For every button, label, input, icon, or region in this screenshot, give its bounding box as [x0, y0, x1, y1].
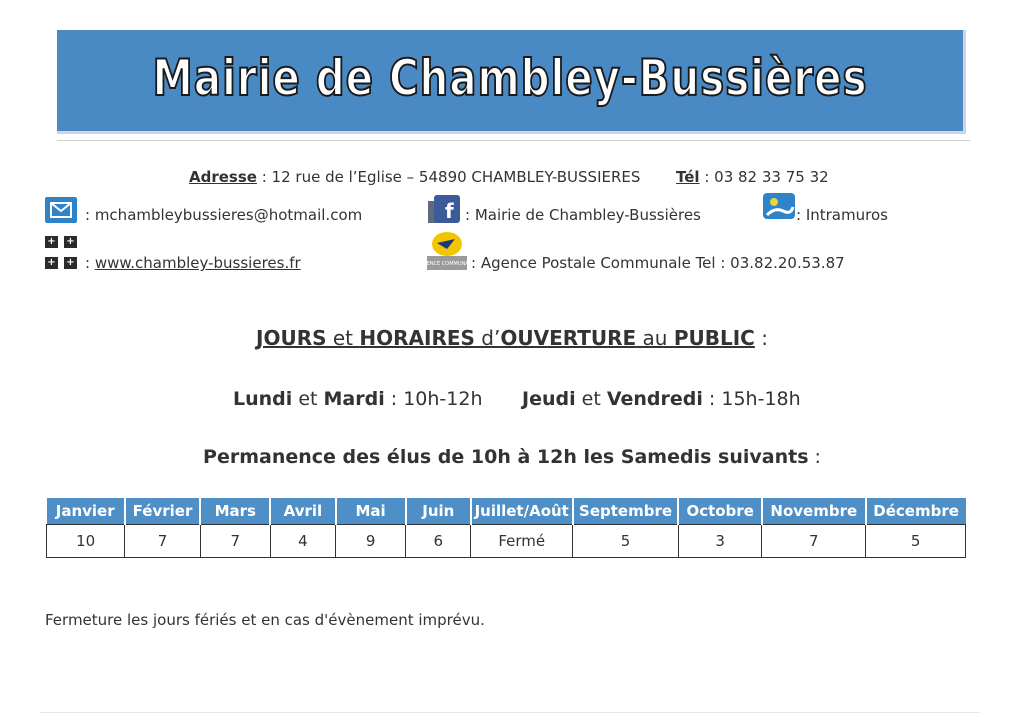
- heading-word-public: PUBLIC: [673, 326, 755, 350]
- tel-value: : 03 82 33 75 32: [699, 168, 829, 186]
- day-lundi: Lundi: [233, 388, 293, 410]
- bottom-divider: [40, 712, 980, 713]
- heading-word-jours: JOURS: [256, 326, 327, 350]
- day-vendredi: Vendredi: [606, 388, 703, 410]
- email-text[interactable]: : mchambleybussieres@hotmail.com: [85, 206, 363, 224]
- table-row: [47, 525, 966, 558]
- month-header: Septembre: [573, 498, 679, 525]
- intramuros-text[interactable]: : Intramuros: [796, 206, 888, 224]
- hours-afternoon: : 15h-18h: [702, 388, 801, 410]
- heading-word-et: et: [326, 326, 360, 350]
- address-value: : 12 rue de l’Eglise – 54890 CHAMBLEY-BUSSIERES: [256, 168, 641, 186]
- schedule-mon-tue: [233, 387, 483, 411]
- phone-line: [676, 167, 829, 187]
- website-icon: + + + +: [45, 236, 79, 270]
- month-header: Novembre: [762, 498, 866, 525]
- website-prefix: :: [85, 254, 95, 272]
- saturday-cell: 7: [125, 525, 200, 558]
- month-header: Juillet/Août: [471, 498, 573, 525]
- heading-word-ouverture: OUVERTURE: [500, 326, 637, 350]
- tel-label: Tél: [676, 168, 700, 186]
- header-banner: [57, 30, 966, 134]
- month-header: Octobre: [678, 498, 761, 525]
- website-link[interactable]: www.chambley-bussieres.fr: [94, 254, 301, 272]
- month-header: Mai: [336, 498, 406, 525]
- schedule-thu-fri: [522, 387, 801, 411]
- heading-colon: :: [754, 326, 768, 350]
- saturday-cell: 9: [336, 525, 406, 558]
- saturday-cell: 7: [762, 525, 866, 558]
- permanence-heading: [0, 445, 1024, 469]
- permanence-text: Permanence des élus de 10h à 12h les Samedis suivants: [203, 446, 809, 468]
- month-header: Juin: [406, 498, 471, 525]
- page-title: Mairie de Chambley-Bussières: [152, 49, 868, 107]
- facebook-icon: [428, 195, 460, 225]
- month-header: Avril: [270, 498, 335, 525]
- saturday-cell: 10: [47, 525, 125, 558]
- saturday-cell: 5: [573, 525, 679, 558]
- saturday-cell: 7: [200, 525, 270, 558]
- month-header: Mars: [200, 498, 270, 525]
- facebook-text[interactable]: : Mairie de Chambley-Bussières: [465, 206, 701, 224]
- table-header-row: [47, 498, 966, 525]
- closure-note: Fermeture les jours fériés et en cas d'évènement imprévu.: [45, 611, 485, 629]
- opening-hours-heading: [0, 325, 1024, 351]
- day-mardi: Mardi: [323, 388, 385, 410]
- saturday-cell: 5: [866, 525, 966, 558]
- permanence-colon: :: [808, 446, 821, 468]
- banner-divider: [57, 140, 970, 141]
- intramuros-icon: [763, 193, 795, 223]
- hours-morning: : 10h-12h: [384, 388, 483, 410]
- saturday-cell: 4: [270, 525, 335, 558]
- month-header: Février: [125, 498, 200, 525]
- month-header: Janvier: [47, 498, 125, 525]
- la-poste-icon: [419, 228, 475, 272]
- heading-word-d: d’: [474, 326, 501, 350]
- svg-text:f: f: [445, 199, 454, 223]
- schedule-and-1: et: [292, 388, 324, 410]
- saturday-cell: Fermé: [471, 525, 573, 558]
- address-line: [189, 167, 640, 187]
- saturdays-table: [46, 498, 966, 558]
- address-label: Adresse: [189, 168, 257, 186]
- saturday-cell: 3: [678, 525, 761, 558]
- schedule-and-2: et: [575, 388, 607, 410]
- month-header: Décembre: [866, 498, 966, 525]
- poste-text[interactable]: : Agence Postale Communale Tel : 03.82.20.53.87: [471, 254, 845, 272]
- mail-icon: [45, 197, 77, 223]
- day-jeudi: Jeudi: [522, 388, 576, 410]
- heading-word-au: au: [636, 326, 674, 350]
- website-line: [85, 253, 301, 273]
- poste-logo-text: AGENCE COMMUNALE: [419, 261, 475, 267]
- saturday-cell: 6: [406, 525, 471, 558]
- heading-word-horaires: HORAIRES: [359, 326, 475, 350]
